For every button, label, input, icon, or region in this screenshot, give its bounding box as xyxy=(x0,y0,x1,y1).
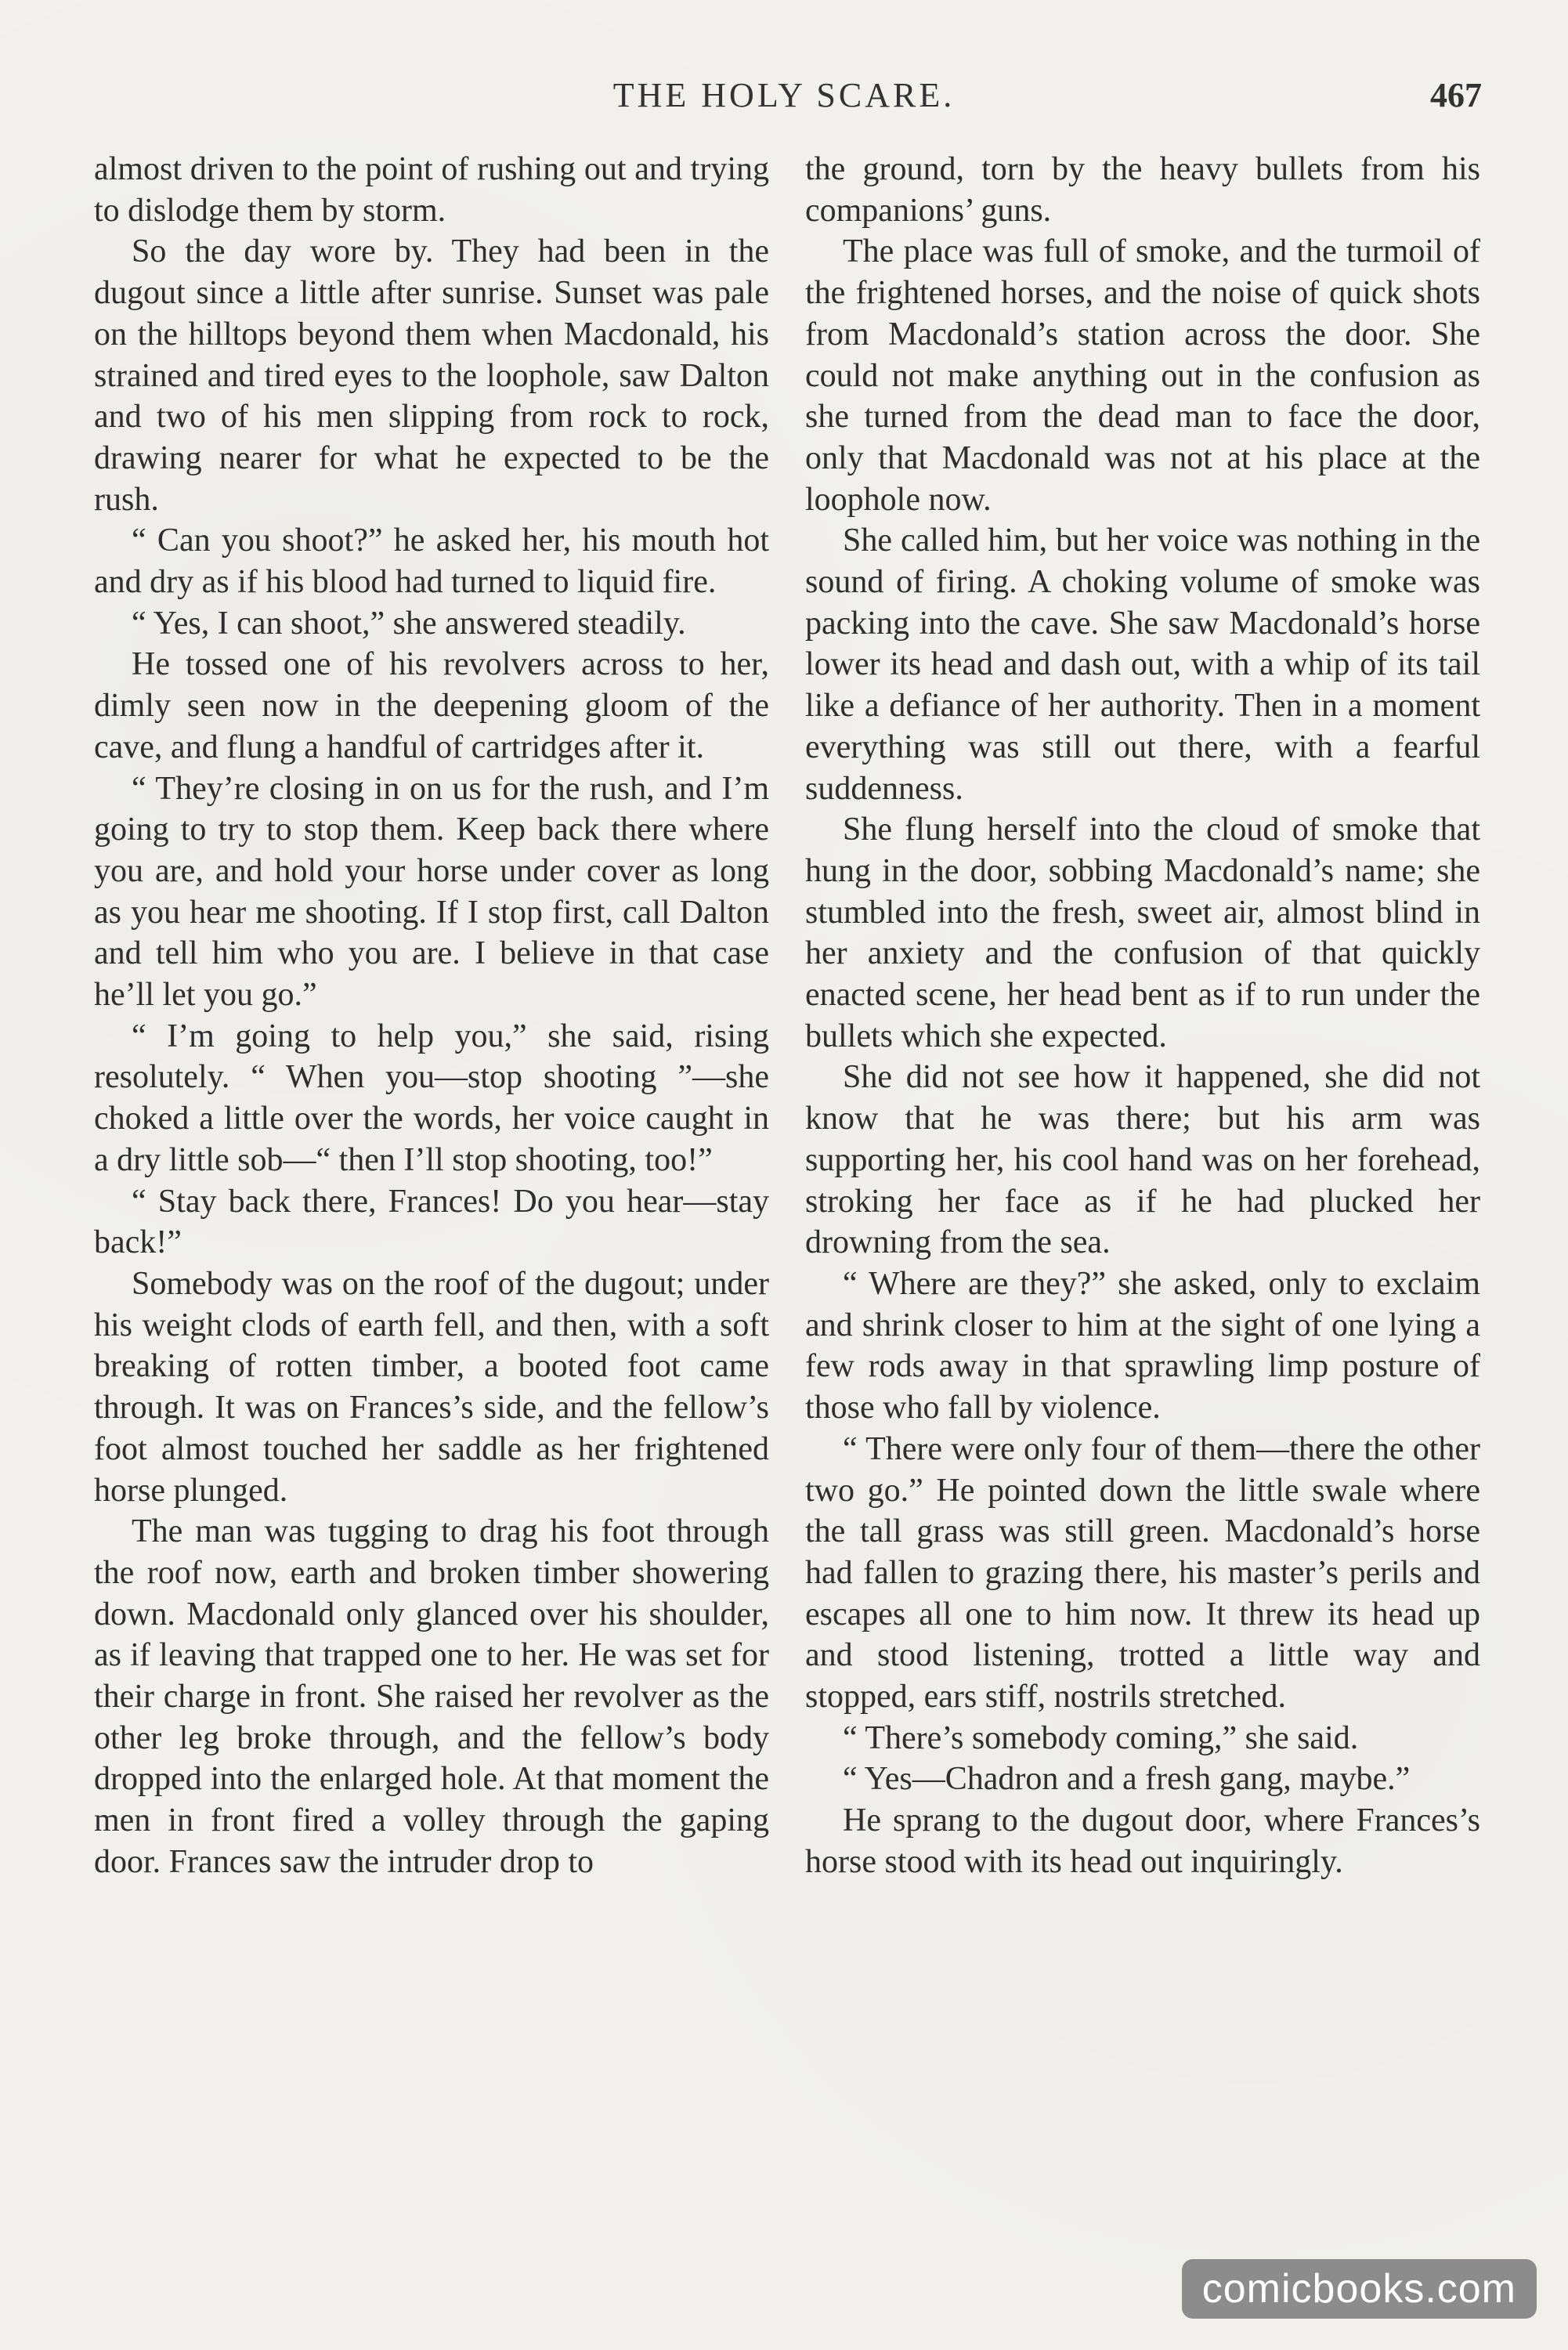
paragraph: “ Yes—Chadron and a fresh gang, maybe.” xyxy=(843,1761,1411,1798)
paragraph: The man was tugging to drag his foot through the roof now, earth and broken timber showering down. Macdonald only glanced over his shoulder, as if leaving that trapped one to her. He was set for their charge in front. She raised her revolver as the other leg broke through, and the fellow’s body dropped into the enlarged hole. At that moment the men in front fired a volley through the gaping door. Frances saw the intruder drop to xyxy=(94,1513,769,1880)
paragraph: Somebody was on the roof of the dugout; under his weight clods of earth fell, and then, with a soft breaking of rotten timber, a booted foot came through. It was on Frances’s side, and the fellow’s foot almost touched her saddle as her frightened horse plunged. xyxy=(94,1265,769,1509)
paragraph: “ I’m going to help you,” she said, rising resolutely. “ When you—stop shooting ”—she choked a little over the words, her voice caught in a dry little sob—“ then I’ll stop shooting, too!” xyxy=(94,1018,769,1178)
paragraph: He sprang to the dugout door, where Frances’s horse stood with its head out inquiringly. xyxy=(805,1802,1480,1880)
paragraph: “ There were only four of them—there the other two go.” He pointed down the little swale where the tall grass was still green. Macdonald’s horse had fallen to grazing there, his master’s perils and escapes all one to him now. It threw its head up and stood listening, trotted a little way and stopped, ears stiff, nostrils stretched. xyxy=(805,1430,1480,1716)
paragraph: “ Stay back there, Frances! Do you hear—stay back!” xyxy=(94,1183,769,1261)
left-text-column xyxy=(94,149,769,1883)
paragraph: almost driven to the point of rushing out and trying to dislodge them by storm. xyxy=(94,151,769,229)
paragraph: the ground, torn by the heavy bullets from his companions’ guns. xyxy=(805,151,1480,229)
right-text-column xyxy=(805,149,1480,1883)
paragraph: He tossed one of his revolvers across to her, dimly seen now in the deepening gloom of the cave, and flung a handful of cartridges after it. xyxy=(94,646,769,765)
paragraph: “ Where are they?” she asked, only to exclaim and shrink closer to him at the sight of one lying a few rods away in that sprawling limp posture of those who fall by violence. xyxy=(805,1265,1480,1426)
running-head-title: THE HOLY SCARE. xyxy=(612,76,956,114)
paragraph: She called him, but her voice was nothing in the sound of firing. A choking volume of smoke was packing into the cave. She saw Macdonald’s horse lower its head and dash out, with a whip of its tail like a defiance of her authority. Then in a moment everything was still out there, with a fearful suddenness. xyxy=(805,522,1480,807)
paragraph: So the day wore by. They had been in the dugout since a little after sunrise. Sunset was pale on the hilltops beyond them when Macdonald, his strained and tired eyes to the loophole, saw Dalton and two of his men slipping from rock to rock, drawing nearer for what he expected to be the rush. xyxy=(94,233,769,518)
paragraph: “ Can you shoot?” he asked her, his mouth hot and dry as if his blood had turned to liquid fire. xyxy=(94,522,769,601)
paragraph: “ They’re closing in on us for the rush, and I’m going to try to stop them. Keep back there where you are, and hold your horse under cover as long as you hear me shooting. If I stop first, call Dalton and tell him who you are. I believe in that case he’ll let you go.” xyxy=(94,770,769,1014)
paragraph: She flung herself into the cloud of smoke that hung in the door, sobbing Macdonald’s name; she stumbled into the fresh, sweet air, almost blind in her anxiety and the confusion of that quickly enacted scene, her head bent as if to run under the bullets which she expected. xyxy=(805,812,1480,1054)
watermark-logo: comicbooks.com xyxy=(1182,2259,1537,2319)
page-number: 467 xyxy=(1430,76,1482,114)
paragraph: The place was full of smoke, and the turmoil of the frightened horses, and the noise of quick shots from Macdonald’s station across the door. She could not make anything out in the confusion as she turned from the dead man to face the door, only that Macdonald was not at his place at the loophole now. xyxy=(805,233,1480,518)
paragraph: “ Yes, I can shoot,” she answered steadily. xyxy=(132,605,686,642)
paragraph: “ There’s somebody coming,” she said. xyxy=(843,1719,1359,1756)
paragraph: She did not see how it happened, she did not know that he was there; but his arm was supporting her, his cool hand was on her forehead, stroking her face as if he had plucked her drowning from the sea. xyxy=(805,1059,1480,1261)
